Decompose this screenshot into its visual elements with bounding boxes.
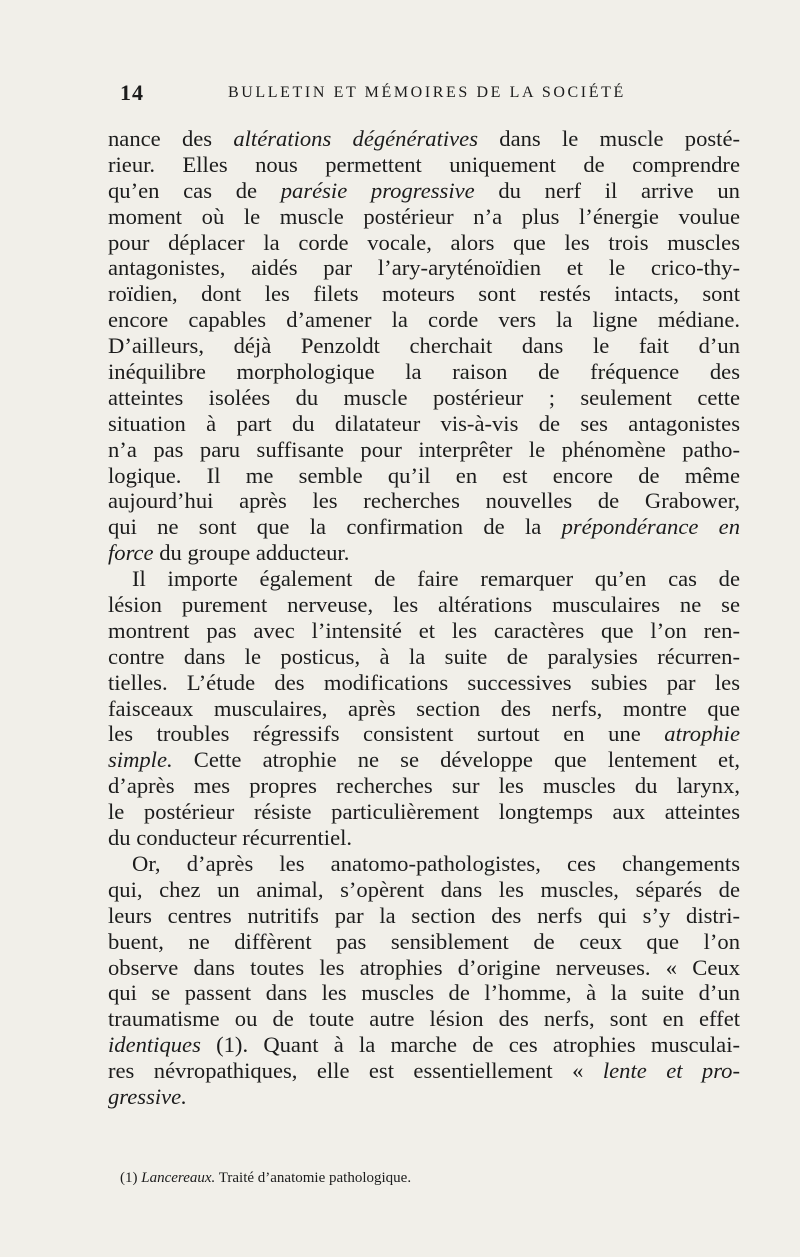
text-run: montrent pas avec l’intensité et les caractères que l’on ren- <box>108 617 740 643</box>
text-line <box>108 385 740 411</box>
text-run: (1). Quant à la marche de ces atrophies musculai- <box>200 1032 740 1058</box>
text-run: le postérieur résiste particulièrement longtemps aux atteintes <box>108 799 740 825</box>
text-run: du nerf il arrive un <box>474 177 740 203</box>
text-run: inéquilibre morphologique la raison de fréquence des <box>108 359 740 385</box>
italic-text: lente et pro- <box>602 1058 740 1084</box>
text-line <box>108 929 740 955</box>
text-run: traumatisme ou de toute autre lésion des nerfs, sont en effet <box>108 1006 740 1032</box>
paragraph <box>108 126 740 566</box>
text-run: logique. Il me semble qu’il en est encore de même <box>108 462 740 488</box>
page-header <box>120 80 750 108</box>
text-line <box>108 1084 740 1110</box>
paragraph <box>108 566 740 851</box>
italic-text: altérations dégénératives <box>233 126 478 151</box>
text-run: roïdien, dont les filets moteurs sont restés intacts, sont <box>108 281 740 307</box>
text-run: d’après mes propres recherches sur les muscles du larynx, <box>108 773 740 799</box>
italic-text: identiques <box>108 1032 201 1058</box>
text-run: res névropathiques, elle est essentiellement « <box>108 1058 603 1084</box>
text-line <box>108 178 740 204</box>
text-line <box>108 488 740 514</box>
text-run: pour déplacer la corde vocale, alors que les trois muscles <box>108 229 740 255</box>
text-run: faisceaux musculaires, après section des nerfs, montre que <box>108 695 740 721</box>
text-line <box>108 644 740 670</box>
text-run: encore capables d’amener la corde vers la ligne médiane. <box>108 307 740 333</box>
text-line <box>108 307 740 333</box>
text-line <box>108 566 740 592</box>
text-run: qui ne sont que la confirmation de la <box>108 514 562 540</box>
text-run: buent, ne diffèrent pas sensiblement de ceux que l’on <box>108 928 740 954</box>
text-run: dans le muscle posté- <box>478 126 741 151</box>
italic-text: force <box>108 540 154 566</box>
text-line <box>108 1032 740 1058</box>
text-line <box>108 333 740 359</box>
text-line <box>108 204 740 230</box>
text-run: nance des <box>108 126 234 151</box>
text-line <box>108 126 740 152</box>
text-line <box>108 980 740 1006</box>
footnote-text: Traité d’anatomie pathologique. <box>218 1170 412 1186</box>
text-line <box>108 903 740 929</box>
text-run: Il importe également de faire remarquer qu’en cas de <box>132 566 740 592</box>
text-line <box>108 592 740 618</box>
text-line <box>108 437 740 463</box>
text-run: Cette atrophie ne se développe que lentement et, <box>172 747 740 773</box>
text-line <box>108 540 740 566</box>
paragraph <box>108 851 740 1110</box>
text-line <box>108 955 740 981</box>
text-run: qu’en cas de <box>108 177 281 203</box>
text-run: situation à part du dilatateur vis-à-vis de ses antagonistes <box>108 410 740 436</box>
text-line <box>108 696 740 722</box>
page-number: 14 <box>120 80 144 105</box>
text-line <box>108 825 740 851</box>
text-run: qui se passent dans les muscles de l’homme, à la suite d’un <box>108 980 740 1006</box>
text-run: du groupe adducteur. <box>153 540 350 566</box>
italic-text: gressive. <box>108 1083 187 1109</box>
text-run: qui, chez un animal, s’opèrent dans les muscles, séparés de <box>108 876 740 902</box>
text-run: atteintes isolées du muscle postérieur ; seulement cette <box>108 384 740 410</box>
text-line <box>108 1006 740 1032</box>
footnote-author: Lancereaux. <box>141 1170 216 1186</box>
text-line <box>108 773 740 799</box>
italic-text: simple. <box>108 747 173 773</box>
footnote <box>120 1170 740 1187</box>
text-line <box>108 877 740 903</box>
text-run: leurs centres nutritifs par la section des nerfs qui s’y distri- <box>108 902 740 928</box>
text-line <box>108 799 740 825</box>
text-line <box>108 411 740 437</box>
text-line <box>108 721 740 747</box>
text-run: du conducteur récurrentiel. <box>108 825 353 851</box>
italic-text: prépondérance en <box>561 514 741 540</box>
text-run: rieur. Elles nous permettent uniquement de comprendre <box>108 151 740 177</box>
text-line <box>108 747 740 773</box>
italic-text: parésie progressive <box>280 177 475 203</box>
text-run: antagonistes, aidés par l’ary-aryténoïdien et le crico-thy- <box>108 255 740 281</box>
text-line <box>108 152 740 178</box>
text-run: tielles. L’étude des modifications successives subies par les <box>108 669 740 695</box>
text-run: contre dans le posticus, à la suite de paralysies récurren- <box>108 643 740 669</box>
text-line <box>108 281 740 307</box>
text-run: aujourd’hui après les recherches nouvelles de Grabower, <box>108 488 740 514</box>
text-line <box>108 230 740 256</box>
body-text <box>108 126 740 1110</box>
running-head: BULLETIN ET MÉMOIRES DE LA SOCIÉTÉ <box>228 84 626 101</box>
text-line <box>108 514 740 540</box>
text-run: moment où le muscle postérieur n’a plus l’énergie voulue <box>108 203 740 229</box>
text-run: D’ailleurs, déjà Penzoldt cherchait dans le fait d’un <box>108 333 740 359</box>
text-run: les troubles régressifs consistent surtout en une <box>108 721 665 747</box>
footnote-marker: (1) <box>120 1170 138 1186</box>
italic-text: atrophie <box>664 721 740 747</box>
text-line <box>108 670 740 696</box>
text-line <box>108 851 740 877</box>
text-line <box>108 359 740 385</box>
text-line <box>108 1058 740 1084</box>
text-line <box>108 463 740 489</box>
text-run: observe dans toutes les atrophies d’origine nerveuses. « Ceux <box>108 954 740 980</box>
text-run: n’a pas paru suffisante pour interprêter le phénomène patho- <box>108 436 740 462</box>
text-line <box>108 255 740 281</box>
text-line <box>108 618 740 644</box>
text-run: lésion purement nerveuse, les altérations musculaires ne se <box>108 592 740 618</box>
text-run: Or, d’après les anatomo-pathologistes, ces changements <box>132 850 740 876</box>
